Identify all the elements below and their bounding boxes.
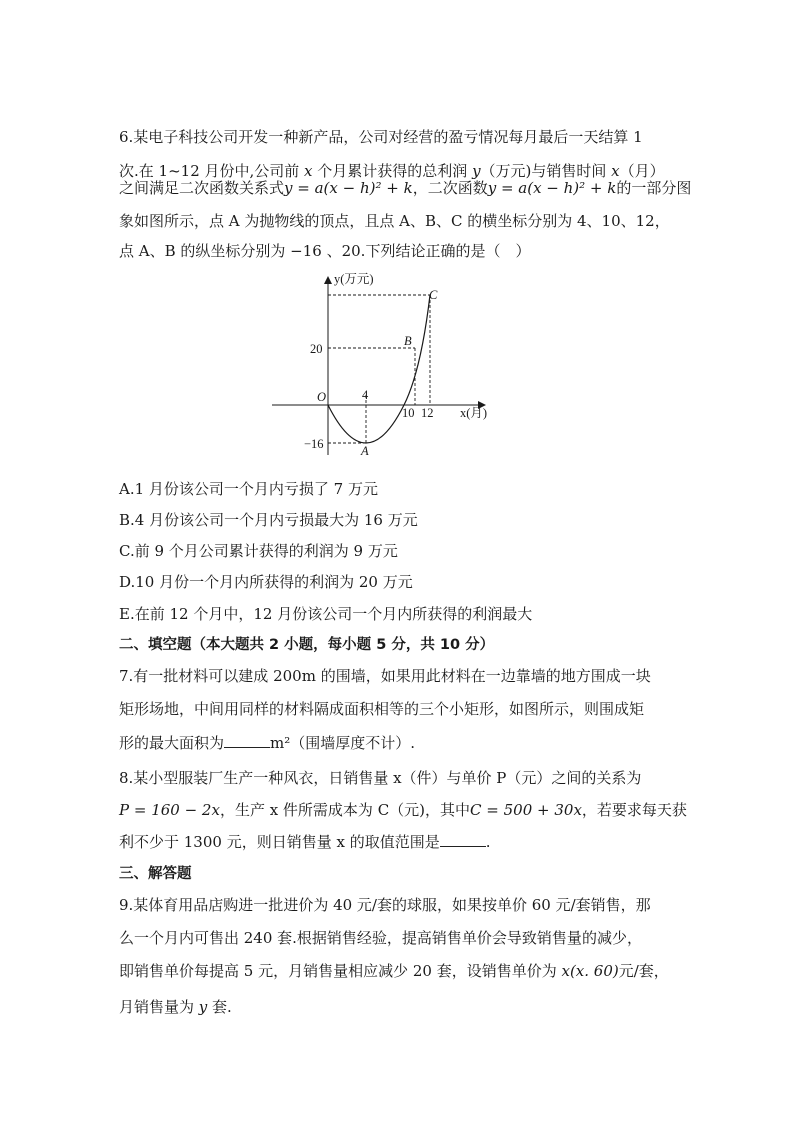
option-d: D.10 月份一个月内所获得的利润为 20 万元 — [119, 573, 413, 591]
x-axis-label: x(月) — [460, 406, 488, 420]
tick-y-neg16: −16 — [304, 437, 324, 451]
q9-text: 即销售单价每提高 5 元，月销售量相应减少 20 套，设销售单价为 — [119, 962, 562, 980]
q7-text: 形的最大面积为 — [119, 734, 225, 752]
section-3-heading: 三、解答题 — [119, 866, 192, 882]
q8-answer-blank[interactable] — [440, 833, 486, 847]
var-x: x — [611, 162, 620, 180]
q8-line-2 — [119, 799, 687, 820]
origin-label: O — [317, 390, 327, 404]
q6-line-4: 象如图所示，点 A 为抛物线的顶点，且点 A、B、C 的横坐标分别为 4、10、12， — [119, 212, 670, 230]
q8-line-3 — [119, 831, 491, 852]
q6-text: 次.在 1~12 月份中,公司前 — [119, 162, 305, 180]
var-y: y — [198, 998, 208, 1016]
q9-line-3 — [119, 960, 669, 981]
q6-line-5: 点 A、B 的纵坐标分别为 −16 、20.下列结论正确的是（ ） — [119, 242, 531, 260]
option-a: A.1 月份该公司一个月内亏损了 7 万元 — [119, 480, 378, 498]
tick-x-10: 10 — [402, 406, 415, 420]
q6-text: （月） — [619, 162, 665, 180]
q7-answer-blank[interactable] — [224, 734, 270, 748]
formula-price: P = 160 − 2x — [119, 801, 220, 819]
q7-line-3 — [119, 732, 415, 753]
tick-x-12: 12 — [421, 406, 434, 420]
q6-text: 的一部分图 — [616, 179, 692, 197]
q7-line-2: 矩形场地，中间用同样的材料隔成面积相等的三个小矩形，如图所示，则围成矩 — [119, 700, 645, 718]
q6-line-3 — [119, 177, 691, 198]
formula-price-var: x(x. 60) — [561, 962, 619, 980]
q9-text: 套. — [207, 998, 232, 1016]
option-b: B.4 月份该公司一个月内亏损最大为 16 万元 — [119, 511, 418, 529]
section-2-heading: 二、填空题（本大题共 2 小题，每小题 5 分，共 10 分） — [119, 637, 495, 653]
formula-quadratic: y = a(x − h)² + k — [487, 179, 617, 197]
q6-line-1: 6.某电子科技公司开发一种新产品，公司对经营的盈亏情况每月最后一天结算 1 — [119, 128, 643, 146]
q8-text: . — [485, 833, 491, 851]
q8-line-1: 8.某小型服装厂生产一种风衣，日销售量 x（件）与单价 P（元）之间的关系为 — [119, 769, 642, 787]
q6-text: 个月累计获得的总利润 — [312, 162, 473, 180]
var-x: x — [304, 162, 313, 180]
tick-x-4: 4 — [362, 388, 369, 402]
q6-text: （万元)与销售时间 — [480, 162, 612, 180]
var-y: y — [472, 162, 481, 180]
y-axis-label: y(万元) — [334, 272, 374, 286]
q9-line-1: 9.某体育用品店购进一批进价为 40 元/套的球服，如果按单价 60 元/套销售，那 — [119, 896, 651, 914]
q9-text: 月销售量为 — [119, 998, 199, 1016]
point-a-label: A — [361, 444, 369, 458]
option-c: C.前 9 个月公司累计获得的利润为 9 万元 — [119, 542, 398, 560]
q6-text: ，二次函数 — [412, 179, 488, 197]
option-e: E.在前 12 个月中，12 月份该公司一个月内所获得的利润最大 — [119, 605, 533, 623]
q9-text: 元/套， — [618, 962, 669, 980]
q8-text: ，若要求每天获 — [581, 801, 687, 819]
q8-text: 利不少于 1300 元，则日销售量 x 的取值范围是 — [119, 833, 440, 851]
q9-line-4 — [119, 996, 232, 1017]
q9-line-2: 么一个月内可售出 240 套.根据销售经验，提高销售单价会导致销售量的减少， — [119, 929, 642, 947]
q7-line-1: 7.有一批材料可以建成 200m 的围墙，如果用此材料在一边靠墙的地方围成一块 — [119, 667, 651, 685]
q6-text: 之间满足二次函数关系式 — [119, 179, 285, 197]
parabola-graph — [270, 265, 500, 460]
formula-cost: C = 500 + 30x — [470, 801, 582, 819]
tick-y-20: 20 — [310, 342, 323, 356]
point-b-label: B — [404, 334, 412, 348]
q7-text: m²（围墙厚度不计）. — [270, 734, 416, 752]
point-c-label: C — [429, 288, 438, 302]
formula-quadratic: y = a(x − h)² + k — [284, 179, 413, 197]
q8-text: ，生产 x 件所需成本为 C（元)，其中 — [219, 801, 471, 819]
